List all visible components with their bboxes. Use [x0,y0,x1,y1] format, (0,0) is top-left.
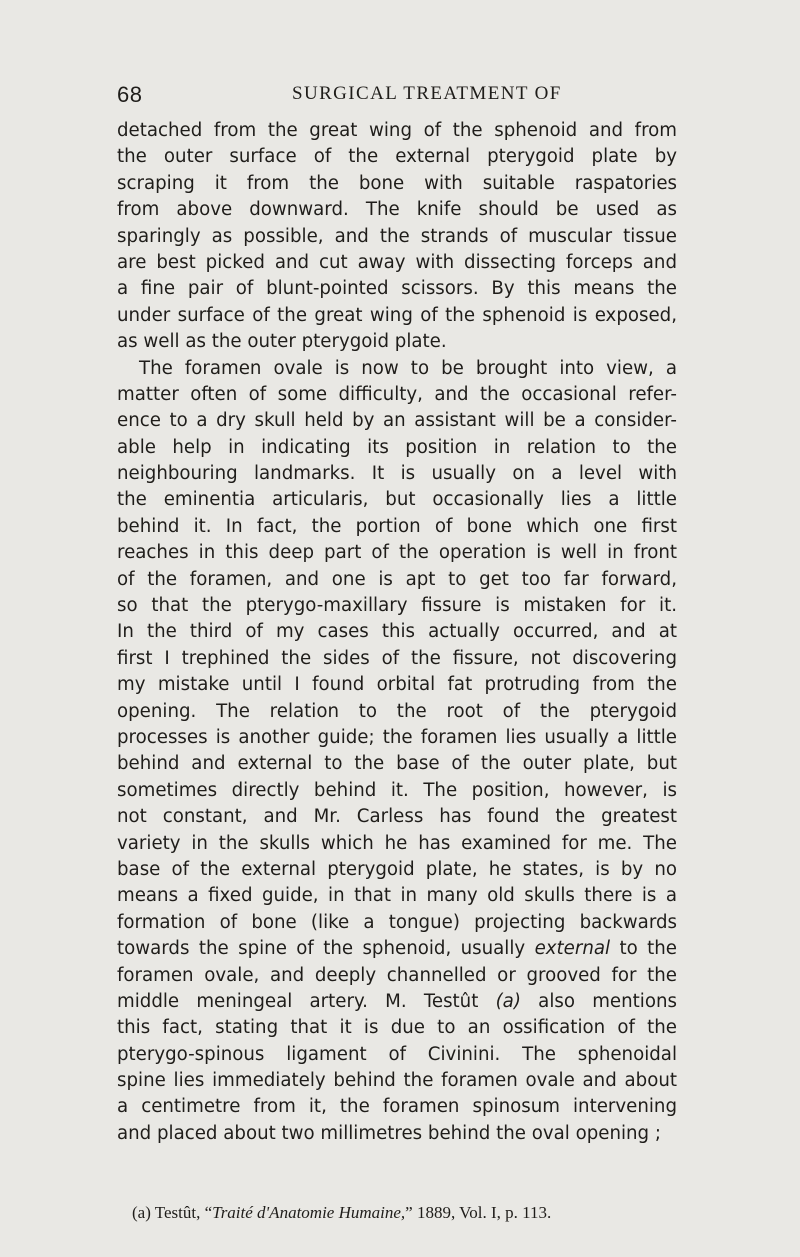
text-line: variety in the skulls which he has examined for me. The [117,832,677,854]
text-line: as well as the outer pterygoid plate. [117,331,447,353]
text-segment: to the [619,938,677,960]
text-line: spine lies immediately behind the foramen ovale and about [117,1070,677,1092]
footnote-rest: ” 1889, Vol. I, p. 113. [405,1203,552,1222]
text-line: a fine pair of blunt-pointed scissors. By this means the [117,278,677,300]
text-line: formation of bone (like a tongue) projecting backwards [117,911,677,933]
text-line: detached from the great wing of the sphenoid and from [117,120,677,141]
text-line: sometimes directly behind it. The position, however, is [117,779,677,801]
italic-word: external [534,938,611,960]
running-head [117,82,677,112]
footnote [132,1203,692,1223]
text-line: this fact, stating that it is due to an ossification of the [117,1017,677,1039]
text-line: the outer surface of the external pterygoid plate by [117,146,677,168]
text-segment: middle meningeal artery. M. Testût [117,990,479,1012]
text-line: matter often of some difficulty, and the occasional refer- [117,383,677,405]
text-line [117,936,677,962]
body-text [117,118,677,1147]
text-line: a centimetre from it, the foramen spinosum intervening [117,1096,677,1118]
text-line: pterygo-spinous ligament of Civinini. The sphenoidal [117,1043,677,1065]
text-line: base of the external pterygoid plate, he states, is by no [117,858,677,880]
text-line: means a fixed guide, in that in many old skulls there is a [117,885,677,907]
text-line: opening. The relation to the root of the pterygoid [117,700,677,722]
text-line: behind it. In fact, the portion of bone which one first [117,515,677,537]
text-line: foramen ovale, and deeply channelled or grooved for the [117,964,677,986]
text-line: of the foramen, and one is apt to get too far forward, [117,568,677,590]
text-line: The foramen ovale is now to be brought into view, a [139,357,677,379]
text-line: from above downward. The knife should be used as [117,199,677,221]
text-line: under surface of the great wing of the sphenoid is exposed, [117,304,677,326]
text-line: In the third of my cases this actually occurred, and at [117,621,677,643]
footnote-title: Traité d'Anatomie Humaine, [212,1203,406,1222]
text-line: ence to a dry skull held by an assistant will be a consider- [117,410,677,432]
text-line: processes is another guide; the foramen lies usually a little [117,726,677,748]
text-segment: also mentions [538,990,677,1012]
text-line: my mistake until I found orbital fat protruding from the [117,674,677,696]
text-line: neighbouring landmarks. It is usually on a level with [117,463,677,485]
text-line: able help in indicating its position in relation to the [117,436,677,458]
text-segment: towards the spine of the sphenoid, usually [117,938,526,960]
text-line: scraping it from the bone with suitable raspatories [117,172,677,194]
text-line: reaches in this deep part of the operation is well in front [117,542,677,564]
footnote-marker: (a) Testût, “ [132,1203,213,1222]
page-number: 68 [117,82,143,107]
text-line: and placed about two millimetres behind the oval opening ; [117,1122,662,1144]
text-line [117,989,677,1015]
text-line: sparingly as possible, and the strands of muscular tissue [117,225,677,247]
text-line: the eminentia articularis, but occasionally lies a little [117,489,677,511]
text-line: not constant, and Mr. Carless has found the greatest [117,806,677,828]
text-line: behind and external to the base of the outer plate, but [117,753,677,775]
text-line: are best picked and cut away with dissecting forceps and [117,251,677,273]
text-line: so that the pterygo-maxillary fissure is mistaken for it. [117,595,677,617]
text-line: first I trephined the sides of the fissure, not discovering [117,647,677,669]
running-title: SURGICAL TREATMENT OF [292,83,562,104]
footnote-reference: (a) [495,990,521,1012]
